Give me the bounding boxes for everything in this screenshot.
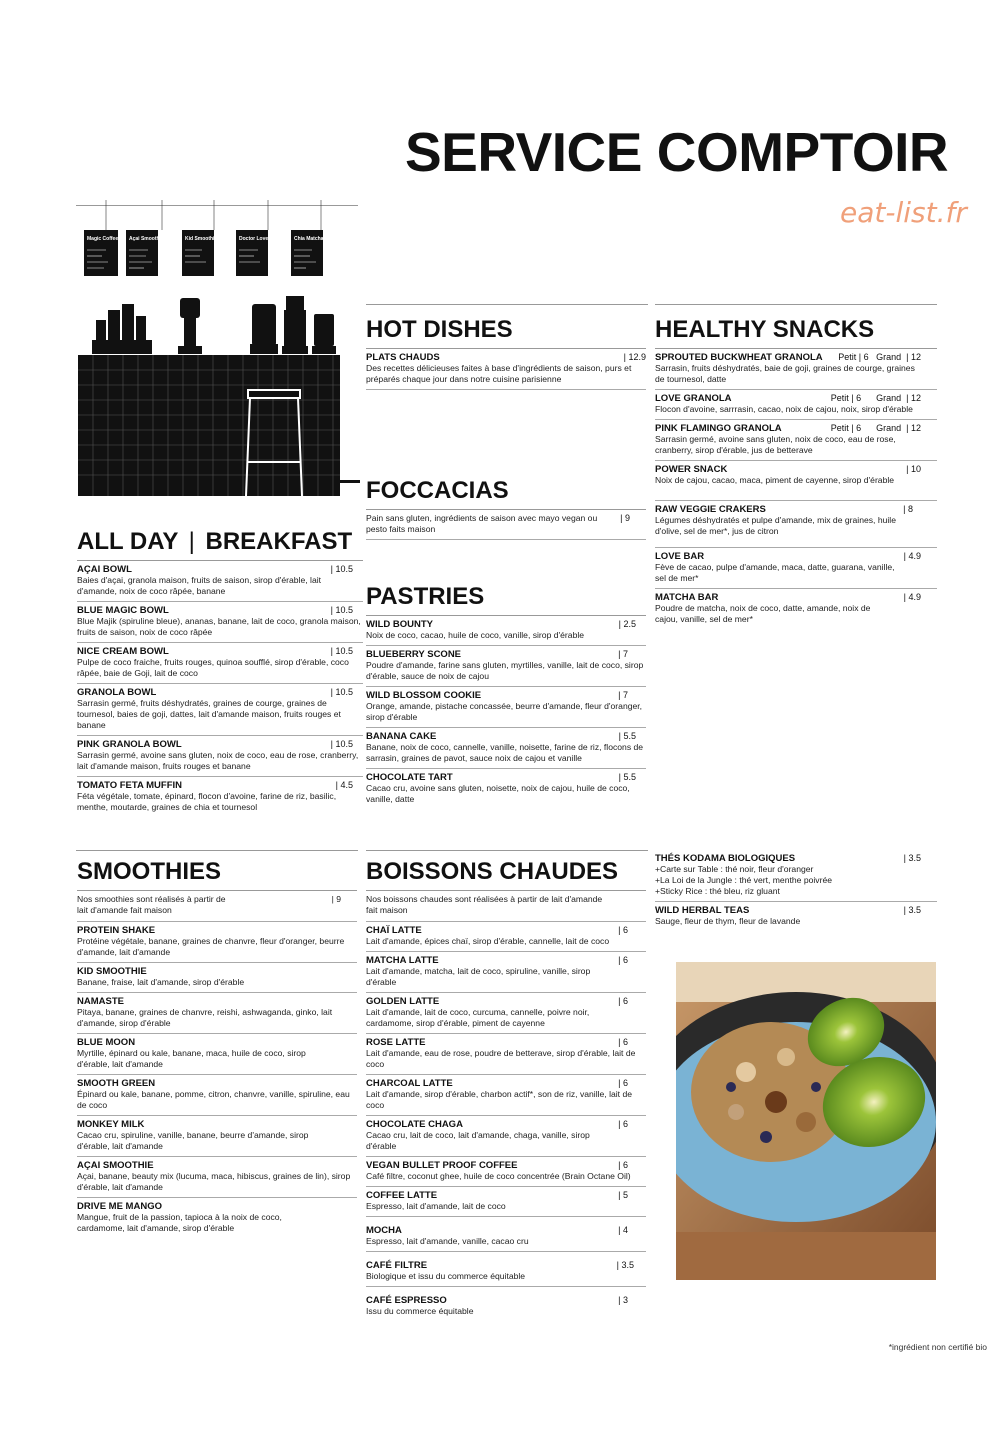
watermark: eat-list.fr [840, 196, 967, 229]
board-label: Doctor Love [239, 236, 269, 242]
section-hot-dishes [366, 318, 646, 390]
menu-item: GRANOLA BOWL | 10.5 Sarrasin germé, fruits déshydratés, graines de courge, graines de tournesol, baies de goji, dattes, lait d'amande maison, fruits rouges et banane [77, 684, 363, 736]
menu-item: MATCHA LATTE | 6 Lait d'amande, matcha, lait de coco, spiruline, vanille, sirop d'érable [366, 952, 646, 993]
menu-item: BANANA CAKE | 5.5 Banane, noix de coco, cannelle, vanille, noisette, farine de riz, flocons de sarrasin, graines de pavot, sauce noix de cajou et vanille [366, 728, 646, 769]
acai-bowl-photo [676, 962, 936, 1280]
menu-item: CHAÏ LATTE | 6 Lait d'amande, épices chaï, sirop d'érable, cannelle, lait de coco [366, 922, 646, 952]
menu-item: ROSE LATTE | 6 Lait d'amande, eau de rose, poudre de betterave, sirop d'érable, lait de coco [366, 1034, 646, 1075]
menu-item: BLUEBERRY SCONE | 7 Poudre d'amande, farine sans gluten, myrtilles, vanille, lait de coco, sirop d'érable, sauce de noix de cajou [366, 646, 646, 687]
footnote: *ingrédient non certifié bio [888, 1342, 987, 1352]
menu-item: COFFEE LATTE | 5 Espresso, lait d'amande, lait de coco [366, 1187, 646, 1217]
board-label: Chia Matcha [294, 236, 324, 242]
menu-item: SMOOTH GREEN Épinard ou kale, banane, pomme, citron, chanvre, vanille, spiruline, eau de coco [77, 1075, 357, 1116]
divider [655, 304, 937, 305]
divider [366, 304, 648, 305]
section-title-healthy-snacks: HEALTHY SNACKS [655, 316, 875, 343]
menu-boards [84, 200, 324, 276]
section-title-smoothies: SMOOTHIES [77, 858, 222, 885]
section-foccacias [366, 479, 646, 540]
page-title: SERVICE COMPTOIR [405, 121, 949, 183]
counter-body [78, 355, 360, 496]
counter-drawing [76, 200, 360, 500]
menu-item: CHOCOLATE TART | 5.5 Cacao cru, avoine sans gluten, noisette, noix de cajou, huile de coco, vanille, datte [366, 772, 636, 804]
menu-item: LOVE BAR | 4.9 Fève de cacao, pulpe d'amande, maca, datte, guarana, vanille, sel de mer* [655, 548, 937, 589]
section-all-day [77, 530, 363, 817]
board-label: Magic Coffee [87, 236, 119, 242]
section-teas [655, 850, 937, 931]
board-label: Açai Smoothie [129, 236, 164, 242]
section-healthy-snacks [655, 318, 921, 629]
menu-item: THÉS KODAMA BIOLOGIQUES | 3.5 +Carte sur Table : thé noir, fleur d'oranger +La Loi de la Jungle : thé vert, menthe poivrée +Sticky Rice : thé bleu, riz gluant [655, 850, 937, 902]
menu-item: WILD BLOSSOM COOKIE | 7 Orange, amande, pistache concassée, beurre d'amande, fleur d'oranger, sirop d'érable [366, 687, 646, 728]
section-title-hot-dishes: HOT DISHES [366, 316, 513, 343]
menu-item: WILD BOUNTY | 2.5 Noix de coco, cacao, huile de coco, vanille, sirop d'érable [366, 616, 646, 646]
section-boissons-chaudes [366, 860, 656, 1321]
counter-illustration [76, 200, 360, 500]
section-title-boissons: BOISSONS CHAUDES [366, 858, 619, 885]
menu-item: PLATS CHAUDS | 12.9 Des recettes délicieuses faites à base d'ingrédients de saison, purs et préparés chaque jour dans notre cuisine parisienne [366, 349, 646, 390]
divider [366, 850, 648, 851]
menu-item: KID SMOOTHIE Banane, fraise, lait d'amande, sirop d'érable [77, 963, 357, 993]
menu-item: CAFÉ ESPRESSO | 3 Issu du commerce équitable [366, 1295, 628, 1316]
menu-item: CHARCOAL LATTE | 6 Lait d'amande, sirop d'érable, charbon actif*, son de riz, vanille, lait de coco [366, 1075, 646, 1116]
section-pastries [366, 585, 646, 809]
board-label: Kid Smoothie [185, 236, 218, 242]
coffee-machines [92, 296, 336, 354]
menu-item: RAW VEGGIE CRAKERS | 8 Légumes déshydratés et pulpe d'amande, mix de graines, huile d'olive, sel de mer*, jus de citron [655, 501, 937, 548]
menu-item: PINK FLAMINGO GRANOLA Petit | 6 Grand | 12 Sarrasin germé, avoine sans gluten, noix de coco, eau de rose, cranberry, sirop d'érable, jus de betterave [655, 420, 937, 461]
menu-item: BLUE MOON Myrtille, épinard ou kale, banane, maca, huile de coco, sirop d'érable, lait d'amande [77, 1034, 357, 1075]
divider [76, 850, 358, 851]
menu-item: AÇAI BOWL | 10.5 Baies d'açai, granola maison, fruits de saison, sirop d'érable, lait d'amande, noix de coco râpée, banane [77, 561, 363, 602]
menu-item: BLUE MAGIC BOWL | 10.5 Blue Majik (spiruline bleue), ananas, banane, lait de coco, granola maison, fruits de saison, noix de coco râpée [77, 602, 363, 643]
menu-item: NAMASTE Pitaya, banane, graines de chanvre, reishi, ashwaganda, ginko, lait d'amande, sirop d'érable [77, 993, 357, 1034]
section-intro: Nos smoothies sont réalisés à partir de lait d'amande fait maison | 9 [77, 891, 357, 922]
menu-item: MOCHA | 4 Espresso, lait d'amande, vanille, cacao cru [366, 1217, 646, 1252]
menu-item: WILD HERBAL TEAS | 3.5 Sauge, fleur de thym, fleur de lavande [655, 905, 921, 926]
menu-item: LOVE GRANOLA Petit | 6 Grand | 12 Flocon d'avoine, sarrrasin, cacao, noix de cajou, noix, sirop d'érable [655, 390, 937, 420]
menu-item: SPROUTED BUCKWHEAT GRANOLA Petit | 6 Grand | 12 Sarrasin, fruits déshydratés, baie de goji, graines de courge, graines de tournesol, datte [655, 349, 937, 390]
menu-item: AÇAI SMOOTHIE Açai, banane, beauty mix (lucuma, maca, hibiscus, graines de lin), sirop d'érable, lait d'amande [77, 1157, 357, 1198]
section-title-foccacias: FOCCACIAS [366, 477, 509, 504]
section-title-pastries: PASTRIES [366, 583, 485, 610]
menu-item: VEGAN BULLET PROOF COFFEE | 6 Café filtre, coconut ghee, huile de coco concentrée (Brain Octane Oil) [366, 1157, 646, 1187]
menu-item: CAFÉ FILTRE | 3.5 Biologique et issu du commerce équitable [366, 1252, 646, 1287]
section-title-all-day: ALL DAY | BREAKFAST [77, 528, 353, 555]
menu-item: POWER SNACK | 10 Noix de cajou, cacao, maca, piment de cayenne, sirop d'érable [655, 461, 937, 501]
section-intro: Nos boissons chaudes sont réalisées à partir de lait d'amande fait maison [366, 891, 646, 922]
section-smoothies [77, 860, 357, 1238]
menu-item: TOMATO FETA MUFFIN | 4.5 Féta végétale, tomate, épinard, flocon d'avoine, farine de riz, basilic, menthe, moutarde, graines de chia et tournesol [77, 780, 353, 812]
menu-item: Pain sans gluten, ingrédients de saison avec mayo vegan ou pesto faits maison | 9 [366, 510, 646, 540]
menu-item: MATCHA BAR | 4.9 Poudre de matcha, noix de coco, datte, amande, noix de cajou, vanille, sel de mer* [655, 592, 921, 624]
acai-bowl-image [676, 962, 936, 1280]
menu-list [77, 561, 363, 817]
menu-item: NICE CREAM BOWL | 10.5 Pulpe de coco fraiche, fruits rouges, quinoa soufflé, sirop d'érable, coco râpée, baie de Goji, lait de coco [77, 643, 363, 684]
menu-item: DRIVE ME MANGO Mangue, fruit de la passion, tapioca à la noix de coco, cardamome, lait d'amande, sirop d'érable [77, 1201, 282, 1233]
menu-item: CHOCOLATE CHAGA | 6 Cacao cru, lait de coco, lait d'amande, chaga, vanille, sirop d'érable [366, 1116, 646, 1157]
menu-item: MONKEY MILK Cacao cru, spiruline, vanille, banane, beurre d'amande, sirop d'érable, lait d'amande [77, 1116, 357, 1157]
menu-item: PINK GRANOLA BOWL | 10.5 Sarrasin germé, avoine sans gluten, noix de coco, eau de rose, cranberry, lait d'amande maison, fruits rouges et banane [77, 736, 363, 777]
menu-item: GOLDEN LATTE | 6 Lait d'amande, lait de coco, curcuma, cannelle, poivre noir, cardamome, sirop d'érable, piment de cayenne [366, 993, 646, 1034]
menu-item: PROTEIN SHAKE Protéine végétale, banane, graines de chanvre, fleur d'oranger, beurre d'amande, lait d'amande [77, 922, 357, 963]
